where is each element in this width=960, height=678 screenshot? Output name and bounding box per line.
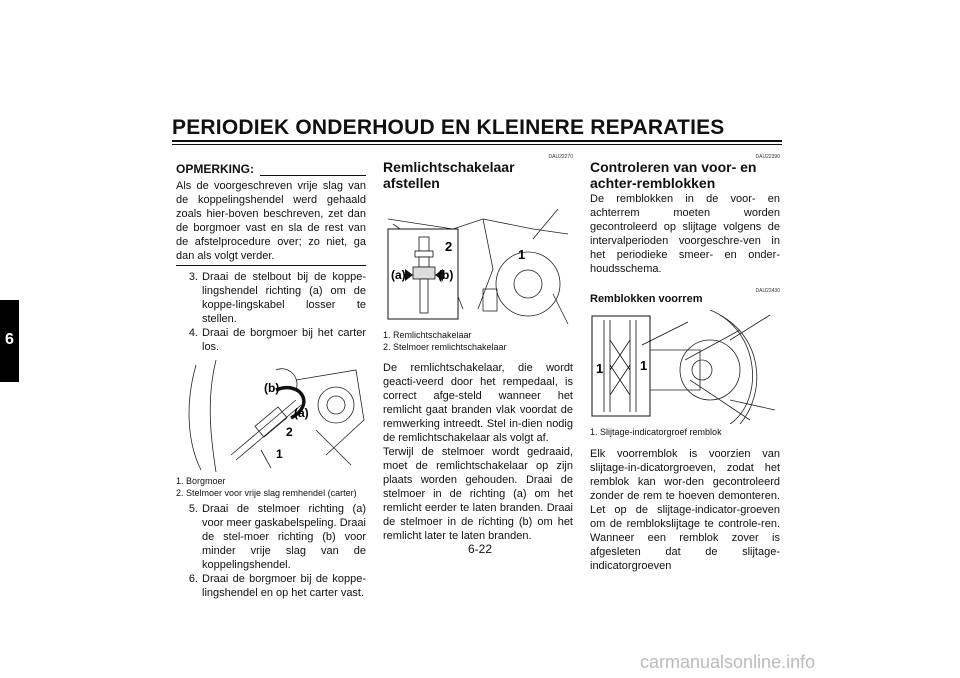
brake-switch-figure xyxy=(383,199,573,327)
step-number: 5. xyxy=(188,503,198,515)
step-text: Draai de borgmoer bij het carter los. xyxy=(202,327,366,353)
column-2 xyxy=(383,150,573,543)
step-text: Draai de borgmoer bij de koppe-lingshendel en op het carter vast. xyxy=(202,573,366,599)
note-heading-text: OPMERKING: xyxy=(176,162,254,176)
steps-list-a xyxy=(176,270,366,354)
caption-item: 1. Slijtage-indicatorgroef remblok xyxy=(590,427,722,437)
note-heading xyxy=(176,162,366,176)
figure-label-a: (a) xyxy=(391,268,406,282)
step-item xyxy=(176,572,366,600)
figure-label-a: (a) xyxy=(294,406,309,420)
figure-label-1-left: 1 xyxy=(596,361,604,376)
section-code: DAU22430 xyxy=(755,288,780,294)
clutch-adjuster-illustration xyxy=(176,360,366,473)
paragraph: De remblokken in de voor- en achterrem moeten worden gecontroleerd op slijtage volgens de intervalperioden voorgeschre-ven in het periodieke smeer- en onder-houdsschema. xyxy=(590,193,780,275)
step-text: Draai de stelmoer richting (a) voor meer gaskabelspeling. Draai de stel-moer richting (b) voor minder vrije slag van de koppelingshendel. xyxy=(202,503,366,571)
page-title: PERIODIEK ONDERHOUD EN KLEINERE REPARATIES xyxy=(172,116,725,139)
figure-label-b: (b) xyxy=(438,268,454,282)
note-text: Als de voorgeschreven vrije slag van de koppelingshendel werd gehaald zoals hier-boven beschreven, zet dan de borgmoer vast en sla de rest van de afstelprocedure over; zo niet, ga dan als volgt verder. xyxy=(176,180,366,262)
figure-label-2: 2 xyxy=(286,425,293,439)
step-item xyxy=(176,326,366,354)
caption-item: 2. Stelmoer remlichtschakelaar xyxy=(383,342,507,352)
step-item xyxy=(176,502,366,572)
caption-item: 1. Remlichtschakelaar xyxy=(383,330,472,340)
section-heading: Controleren van voor- en achter-remblokken xyxy=(590,159,757,191)
subsection-heading: Remblokken voorrem xyxy=(590,293,703,305)
figure-caption xyxy=(590,426,780,438)
steps-list-b xyxy=(176,502,366,600)
figure-label-1: 1 xyxy=(518,247,526,262)
figure-label-b: (b) xyxy=(264,381,280,395)
step-number: 6. xyxy=(188,573,198,585)
figure-label-1-right: 1 xyxy=(640,358,648,373)
figure-label-1: 1 xyxy=(276,447,283,461)
figure-caption xyxy=(176,475,366,499)
section-code: DAU22270 xyxy=(548,154,573,160)
paragraph: Elk voorremblok is voorzien van slijtage-in-dicatorgroeven, zodat het remblok kan wor-den gecontroleerd zonder de rem te hoeven demonteren. Let op de slijtage-indicator-groeven om de remblokslijtage te controle-ren. Wanneer een remblok zover is afgesleten dat de slijtage-indicatorgroeven xyxy=(590,448,780,572)
watermark-text: carmanualsonline.info xyxy=(640,652,816,672)
section-heading: Remlichtschakelaar afstellen xyxy=(383,159,515,191)
paragraph: Terwijl de stelmoer wordt gedraaid, moet de remlichtschakelaar op zijn plaats worden gehouden. Draai de stelmoer in de richting (a) om het remlicht eerder te laten branden. Draai de stelmoer in de richting (b) om het remlicht later te laten branden. xyxy=(383,446,573,542)
caption-item: 2. Stelmoer voor vrije slag remhendel (carter) xyxy=(176,488,357,498)
column-1 xyxy=(176,150,366,600)
brake-pad-illustration xyxy=(590,310,780,424)
step-text: Draai de stelbout bij de koppe-lingshendel richting (a) om de koppe-lingskabel losser te stellen. xyxy=(202,271,366,325)
clutch-adjuster-figure xyxy=(176,360,366,473)
chapter-tab-number: 6 xyxy=(5,331,14,348)
page-number: 6-22 xyxy=(468,542,493,556)
step-number: 4. xyxy=(188,327,198,339)
chapter-tab xyxy=(0,300,19,382)
column-3 xyxy=(590,150,780,573)
note-end-rule xyxy=(176,265,366,266)
figure-label-2: 2 xyxy=(445,239,453,254)
step-number: 3. xyxy=(188,271,198,283)
title-rule xyxy=(172,140,782,142)
figure-caption xyxy=(383,329,573,353)
title-rule-thin xyxy=(172,144,782,145)
brake-pad-figure xyxy=(590,310,780,424)
section-code: DAU22390 xyxy=(755,154,780,160)
caption-item: 1. Borgmoer xyxy=(176,476,226,486)
paragraph: De remlichtschakelaar, die wordt geacti-veerd door het rempedaal, is correct afge-steld wanneer het remlicht gaat branden vlak voordat de remwerking intreedt. Stel in-dien nodig de remlichtschakelaar als volgt af. xyxy=(383,362,573,444)
step-item xyxy=(176,270,366,326)
brake-switch-illustration xyxy=(383,199,573,327)
